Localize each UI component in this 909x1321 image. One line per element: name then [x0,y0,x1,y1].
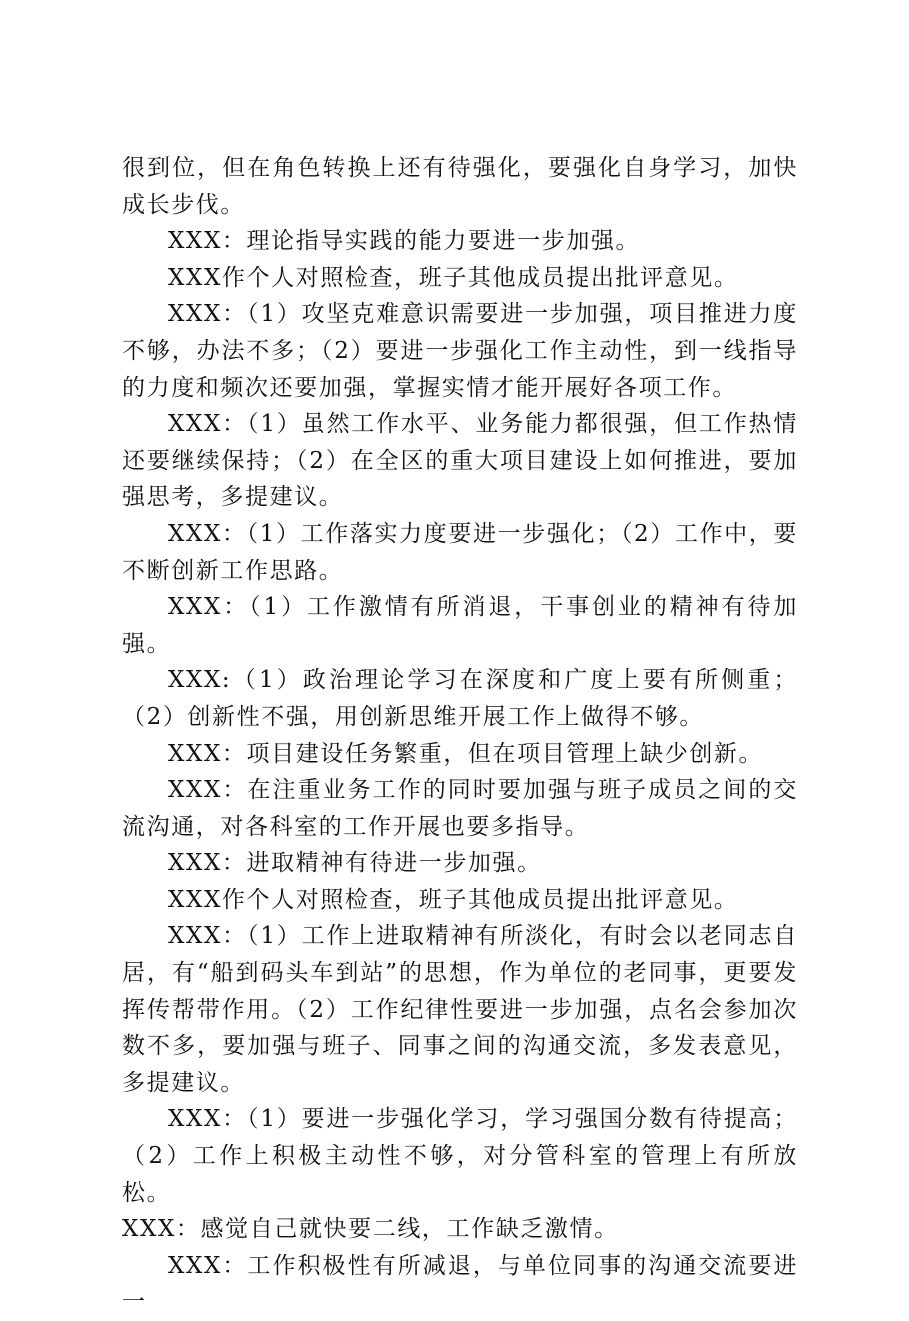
paragraph: XXX：进取精神有待进一步加强。 [168,850,542,877]
paragraph: XXX：（1）工作落实力度要进一步强化；（2）工作中，要不断创新工作思路。 [122,520,798,584]
document-body [122,150,798,1321]
paragraph: XXX：工作积极性有所减退，与单位同事的沟通交流要进一 [122,1252,798,1316]
paragraph: XXX：（1）攻坚克难意识需要进一步加强，项目推进力度不够，办法不多；（2）要进一步强化工作主动性，到一线指导的力度和频次还要加强，掌握实情才能开展好各项工作。 [122,301,798,401]
paragraph: XXX：项目建设任务繁重，但在项目管理上缺少创新。 [168,740,764,767]
paragraph: XXX作个人对照检查，班子其他成员提出批评意见。 [168,886,739,913]
paragraph: XXX：感觉自己就快要二线，工作缺乏激情。 [122,1216,619,1243]
paragraph: XXX：理论指导实践的能力要进一步加强。 [168,228,641,255]
paragraph: XXX作个人对照检查，班子其他成员提出批评意见。 [168,264,739,291]
paragraph: XXX：（1）工作激情有所消退，干事创业的精神有待加强。 [122,594,798,657]
paragraph: XXX：（1）要进一步强化学习，学习强国分数有待提高；（2）工作上积极主动性不够，对分管科室的管理上有所放松。 [122,1106,798,1206]
paragraph: XXX：在注重业务工作的同时要加强与班子成员之间的交流沟通，对各科室的工作开展也要多指导。 [122,777,798,840]
paragraph: 很到位，但在角色转换上还有待强化，要强化自身学习，加快成长步伐。 [122,155,798,218]
paragraph: XXX:（1）政治理论学习在深度和广度上要有所侧重；（2）创新性不强，用创新思维开展工作上做得不够。 [122,667,798,730]
paragraph: XXX：（1）虽然工作水平、业务能力都很强，但工作热情还要继续保持；（2）在全区的重大项目建设上如何推进，要加强思考，多提建议。 [122,411,798,511]
paragraph: XXX：（1）工作上进取精神有所淡化，有时会以老同志自居，有“船到码头车到站”的思想，作为单位的老同事，更要发挥传帮带作用。（2）工作纪律性要进一步加强，点名会参加次数不多，要加强与班子、同事之间的沟通交流，多发表意见，多提建议。 [122,923,798,1096]
